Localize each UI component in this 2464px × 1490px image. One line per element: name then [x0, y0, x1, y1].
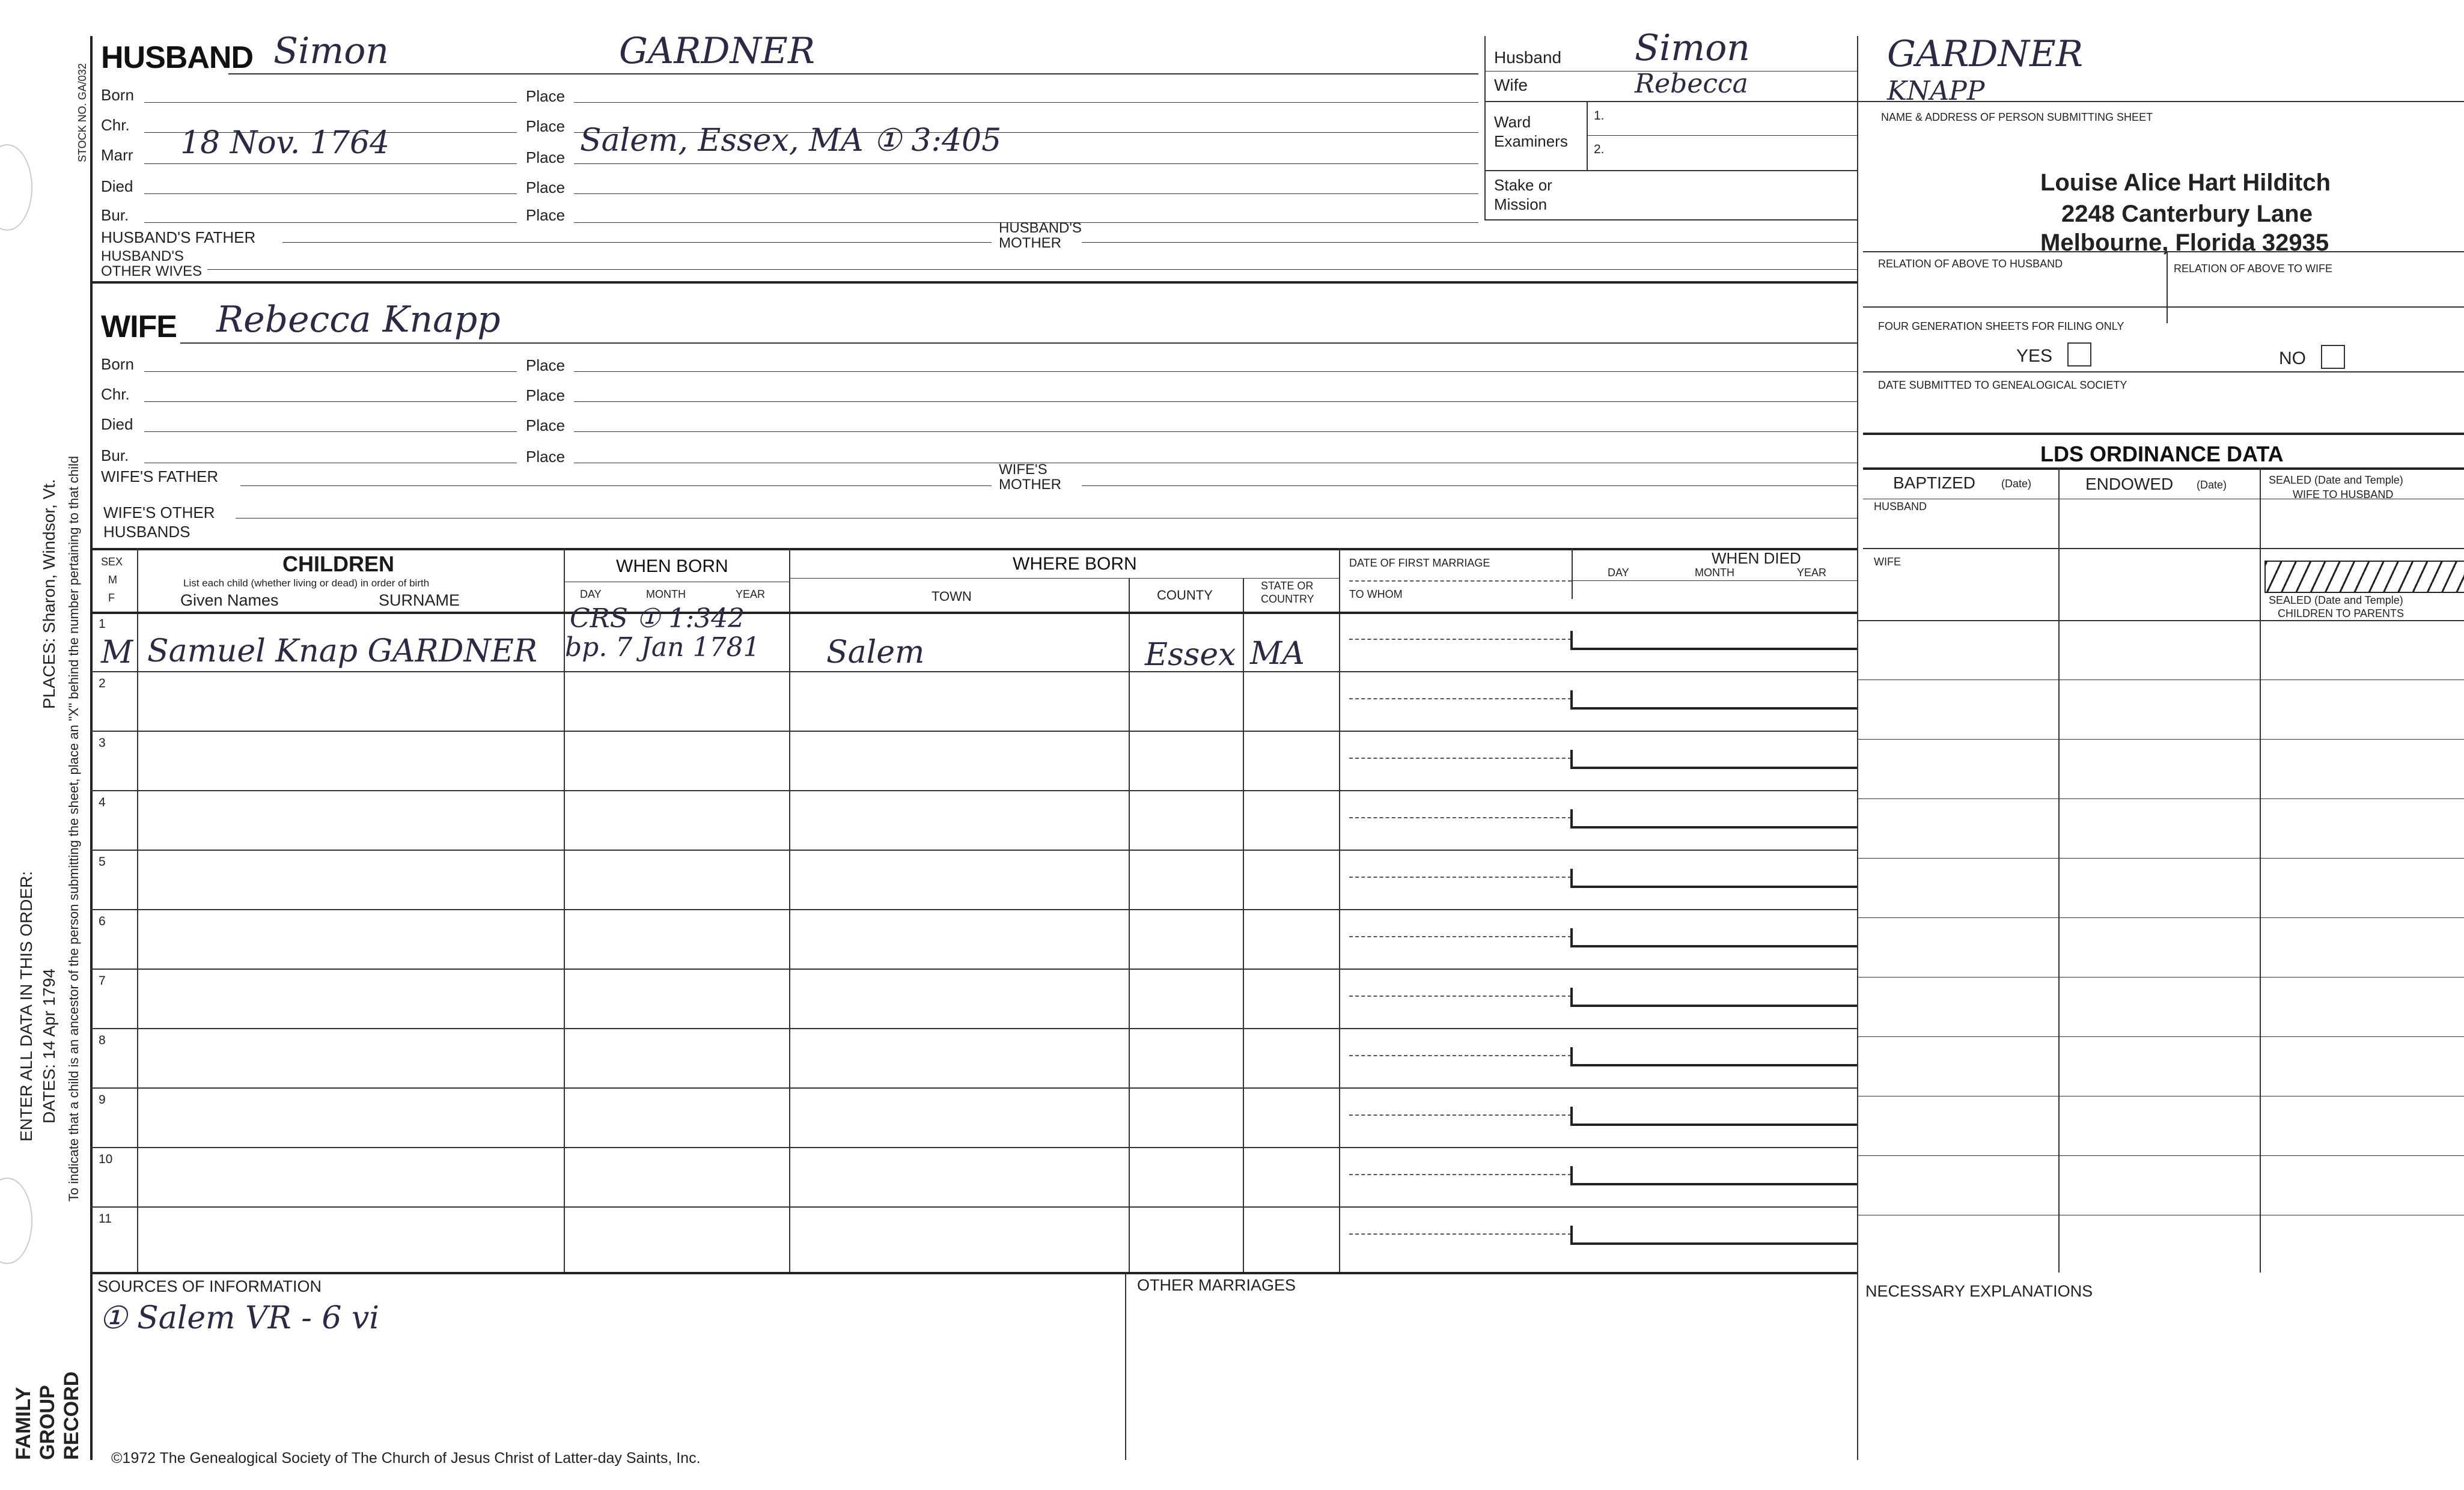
- line: [574, 401, 1857, 402]
- row-number: 2: [99, 677, 106, 690]
- row-number: 7: [99, 974, 106, 988]
- born-year-label: YEAR: [736, 588, 766, 600]
- dates-instruction: DATES: 14 Apr 1794: [40, 968, 58, 1124]
- marriage-date-line: [1349, 996, 1572, 997]
- examiners-label: Examiners: [1494, 132, 1568, 150]
- husband-marr-label: Marr: [101, 146, 133, 164]
- line: [1484, 170, 1857, 171]
- enter-data-instruction: ENTER ALL DATA IN THIS ORDER:: [17, 871, 35, 1142]
- marriage-date-line: [1349, 1233, 1572, 1235]
- husband-died-label: Died: [101, 177, 133, 195]
- husband-ref-surname: GARDNER: [1887, 33, 2084, 75]
- row-divider: [90, 1028, 1857, 1029]
- row-divider: [90, 790, 1857, 791]
- husband-marriage-date: 18 Nov. 1764: [180, 125, 390, 161]
- line: [1863, 548, 2464, 549]
- place-label: Place: [526, 148, 566, 166]
- line: [144, 102, 517, 103]
- husband-chr-label: Chr.: [101, 116, 130, 134]
- endowed-label: ENDOWED: [2085, 475, 2174, 493]
- husband-mother-label: HUSBAND'S: [999, 220, 1082, 236]
- sealed-children-label-2: CHILDREN TO PARENTS: [2278, 607, 2405, 619]
- wife-name-line: [180, 342, 1857, 344]
- line: [1587, 135, 1857, 136]
- marriage-date-line: [1349, 1174, 1572, 1175]
- children-surname-label: SURNAME: [379, 591, 460, 609]
- row-divider: [90, 1206, 1857, 1208]
- state-label: STATE OR: [1261, 580, 1314, 592]
- line: [1484, 36, 1486, 219]
- line: [144, 222, 517, 223]
- line: [1857, 620, 2464, 621]
- row-number: 1: [99, 617, 106, 631]
- child1-born: bp. 7 Jan 1781: [565, 632, 760, 663]
- died-bracket: [1570, 1166, 1573, 1184]
- lds-row-line: [1857, 858, 2464, 859]
- line: [574, 102, 1478, 103]
- line: [1863, 433, 2464, 435]
- submitter-street: 2248 Canterbury Lane: [2061, 201, 2313, 227]
- places-instruction: PLACES: Sharon, Windsor, Vt.: [40, 479, 58, 709]
- child1-sex: M: [101, 634, 133, 670]
- line: [144, 401, 517, 402]
- marriage-date-line: [1349, 1055, 1572, 1056]
- line: [1863, 467, 2464, 470]
- husband-name-line: [228, 73, 1478, 74]
- relation-wife-label: RELATION OF ABOVE TO WIFE: [2174, 263, 2333, 275]
- sex-f-label: F: [108, 592, 115, 604]
- no-checkbox[interactable]: [2321, 345, 2345, 369]
- line: [1349, 580, 1572, 582]
- row-divider: [90, 850, 1857, 851]
- line: [1082, 242, 1857, 243]
- died-line: [1570, 1242, 1857, 1245]
- wife-mother-label-2: MOTHER: [999, 476, 1061, 493]
- died-bracket: [1570, 690, 1573, 708]
- place-label: Place: [526, 448, 566, 466]
- line: [1572, 548, 1573, 599]
- place-label: Place: [526, 117, 566, 135]
- first-marriage-label: DATE OF FIRST MARRIAGE: [1349, 557, 1490, 569]
- line: [574, 371, 1857, 372]
- county-label: COUNTY: [1157, 588, 1213, 603]
- row-divider: [90, 909, 1857, 910]
- given-names-label: Given Names: [180, 591, 279, 609]
- line: [1129, 578, 1130, 1272]
- line: [1082, 485, 1857, 486]
- family-group-record-1: FAMILY: [12, 1387, 35, 1460]
- line: [574, 163, 1478, 164]
- sex-col-label: SEX: [101, 556, 123, 568]
- marriage-date-line: [1349, 698, 1572, 699]
- died-bracket: [1570, 928, 1573, 946]
- binder-hole: [0, 144, 32, 231]
- row-number: 5: [99, 855, 106, 869]
- stake-label: Stake or: [1494, 176, 1552, 194]
- sealed-children-label: SEALED (Date and Temple): [2269, 594, 2403, 606]
- born-month-label: MONTH: [646, 588, 686, 600]
- died-line: [1570, 945, 1857, 947]
- died-bracket: [1570, 1107, 1573, 1125]
- row-divider: [90, 1087, 1857, 1089]
- form-left-border: [90, 36, 93, 1460]
- husband-given-name: Simon: [273, 30, 389, 72]
- line: [144, 193, 517, 194]
- marriage-date-line: [1349, 877, 1572, 878]
- row-number: 11: [99, 1212, 112, 1226]
- wife-ref-label: Wife: [1494, 76, 1528, 94]
- died-line: [1570, 1124, 1857, 1126]
- husband-father-label: HUSBAND'S FATHER: [101, 228, 256, 246]
- relation-husband-label: RELATION OF ABOVE TO HUSBAND: [1878, 258, 2063, 270]
- died-bracket: [1570, 750, 1573, 768]
- children-header: CHILDREN: [282, 552, 394, 576]
- wife-mother-label: WIFE'S: [999, 461, 1048, 478]
- child1-name: Samuel Knap GARDNER: [147, 633, 538, 669]
- place-label: Place: [526, 386, 566, 404]
- sealed-wife-label: SEALED (Date and Temple): [2269, 474, 2403, 486]
- lds-row-line: [1857, 1036, 2464, 1037]
- died-year-label: YEAR: [1797, 567, 1827, 579]
- line: [1243, 578, 1244, 1272]
- line: [144, 163, 517, 164]
- husband-section-bottom: [90, 281, 1857, 284]
- children-header-bottom: [90, 612, 1857, 614]
- sources-label: SOURCES OF INFORMATION: [97, 1277, 322, 1295]
- lds-title: LDS ORDINANCE DATA: [2040, 442, 2284, 466]
- husband-born-label: Born: [101, 86, 134, 104]
- baptized-label: BAPTIZED: [1893, 473, 1975, 492]
- children-list-note: List each child (whether living or dead) in order of birth: [183, 577, 430, 589]
- submitter-name: Louise Alice Hart Hilditch: [2040, 169, 2331, 196]
- lds-wife-label: WIFE: [1874, 556, 1901, 568]
- died-bracket: [1570, 988, 1573, 1006]
- wife-father-label: WIFE'S FATHER: [101, 467, 219, 485]
- line: [574, 193, 1478, 194]
- died-line: [1570, 648, 1857, 650]
- ward-label: Ward: [1494, 113, 1531, 131]
- wife-header: WIFE: [101, 309, 177, 344]
- lds-row-line: [1857, 739, 2464, 740]
- place-label: Place: [526, 206, 566, 224]
- wife-name: Rebecca Knapp: [216, 299, 501, 341]
- row-divider: [90, 671, 1857, 672]
- family-group-record-2: GROUP: [36, 1385, 59, 1460]
- place-label: Place: [526, 87, 566, 105]
- died-line: [1570, 1005, 1857, 1007]
- when-died-header: WHEN DIED: [1712, 549, 1801, 567]
- wife-bur-label: Bur.: [101, 446, 129, 464]
- sex-m-label: M: [108, 574, 117, 586]
- marriage-date-line: [1349, 817, 1572, 818]
- where-born-header: WHERE BORN: [1013, 554, 1137, 574]
- row-number: 9: [99, 1093, 106, 1107]
- line: [1125, 1272, 1126, 1460]
- wife-other-husbands-label-2: HUSBANDS: [103, 523, 191, 541]
- row-divider: [90, 1147, 1857, 1148]
- copyright: ©1972 The Genealogical Society of The Church of Jesus Christ of Latter-day Saints, Inc.: [111, 1450, 701, 1467]
- marriage-date-line: [1349, 758, 1572, 759]
- line: [574, 431, 1857, 432]
- baptized-date-label: (Date): [2001, 478, 2032, 490]
- wife-section-bottom: [90, 548, 1857, 550]
- line: [789, 578, 1339, 579]
- family-group-record-3: RECORD: [60, 1371, 83, 1460]
- wife-other-husbands-label: WIFE'S OTHER: [103, 503, 215, 522]
- died-line: [1570, 826, 1857, 829]
- died-bracket: [1570, 631, 1573, 649]
- line: [207, 269, 1857, 270]
- line: [2167, 251, 2168, 323]
- marriage-date-line: [1349, 1114, 1572, 1116]
- wife-chr-label: Chr.: [101, 385, 130, 403]
- died-bracket: [1570, 1226, 1573, 1244]
- marriage-date-line: [1349, 639, 1572, 640]
- died-month-label: MONTH: [1695, 567, 1734, 579]
- child1-town: Salem: [826, 634, 925, 670]
- husband-header: HUSBAND: [101, 40, 253, 75]
- examiner-2: 2.: [1594, 142, 1605, 156]
- died-bracket: [1570, 869, 1573, 887]
- four-generation-label: FOUR GENERATION SHEETS FOR FILING ONLY: [1878, 320, 2124, 332]
- wife-ref-name: Rebecca: [1635, 68, 1748, 99]
- husband-mother-label-2: MOTHER: [999, 235, 1061, 251]
- to-whom-label: TO WHOM: [1349, 588, 1403, 600]
- other-marriages-label: OTHER MARRIAGES: [1137, 1276, 1296, 1294]
- child1-state: MA: [1250, 636, 1305, 672]
- marriage-date-line: [1349, 936, 1572, 937]
- lds-row-line: [1857, 917, 2464, 918]
- examiner-1: 1.: [1594, 109, 1605, 123]
- no-label: NO: [2279, 348, 2306, 368]
- table-bottom: [90, 1272, 1857, 1274]
- sources-value: ① Salem VR - 6 vi: [99, 1300, 379, 1336]
- line: [2058, 467, 2060, 1273]
- died-line: [1570, 767, 1857, 769]
- died-line: [1570, 886, 1857, 888]
- husband-ref-label: Husband: [1494, 48, 1562, 67]
- line: [282, 242, 992, 243]
- line: [240, 485, 992, 486]
- submitter-city: Melbourne, Florida 32935: [2040, 230, 2329, 256]
- country-label: COUNTRY: [1261, 593, 1314, 605]
- row-number: 6: [99, 914, 106, 928]
- husband-ref-name: Simon: [1635, 27, 1750, 69]
- husband-bur-label: Bur.: [101, 206, 129, 224]
- died-bracket: [1570, 809, 1573, 827]
- died-line: [1570, 1183, 1857, 1185]
- row-divider: [90, 731, 1857, 732]
- line: [2260, 467, 2261, 1273]
- yes-checkbox[interactable]: [2067, 342, 2091, 366]
- binder-hole: [0, 1178, 32, 1264]
- line: [1863, 251, 2464, 252]
- line: [1863, 306, 2464, 308]
- endowed-date-label: (Date): [2197, 479, 2227, 491]
- husband-marriage-place: Salem, Essex, MA ① 3:405: [580, 123, 1002, 159]
- line: [1572, 580, 1857, 581]
- row-number: 8: [99, 1033, 106, 1047]
- lds-row-line: [1857, 1155, 2464, 1156]
- sealed-wife-label-2: WIFE TO HUSBAND: [2293, 488, 2394, 500]
- died-line: [1570, 1064, 1857, 1066]
- line: [1484, 219, 1857, 220]
- necessary-explanations-label: NECESSARY EXPLANATIONS: [1865, 1282, 2093, 1300]
- died-line: [1570, 707, 1857, 710]
- sealed-hatch: [2264, 561, 2464, 593]
- line: [1484, 101, 2464, 102]
- date-submitted-label: DATE SUBMITTED TO GENEALOGICAL SOCIETY: [1878, 379, 2127, 391]
- line: [1857, 548, 1858, 1272]
- wife-died-label: Died: [101, 415, 133, 433]
- mission-label: Mission: [1494, 195, 1548, 213]
- place-label: Place: [526, 178, 566, 196]
- line: [144, 431, 517, 432]
- born-day-label: DAY: [580, 588, 602, 600]
- child1-county: Essex: [1145, 637, 1236, 673]
- child1-born-ref: CRS ① 1:342: [570, 603, 745, 634]
- husband-other-wives-label-2: OTHER WIVES: [101, 263, 203, 279]
- died-day-label: DAY: [1608, 567, 1629, 579]
- place-label: Place: [526, 356, 566, 374]
- submitter-label: NAME & ADDRESS OF PERSON SUBMITTING SHEET: [1881, 111, 2153, 123]
- town-label: TOWN: [932, 589, 972, 604]
- row-number: 3: [99, 736, 106, 750]
- stock-number: STOCK NO. GA/032: [76, 63, 88, 162]
- row-number: 4: [99, 795, 106, 809]
- row-number: 10: [99, 1152, 113, 1166]
- place-label: Place: [526, 416, 566, 434]
- wife-born-label: Born: [101, 355, 134, 373]
- lds-row-line: [1857, 798, 2464, 799]
- row-divider: [90, 968, 1857, 970]
- lds-row-line: [1857, 977, 2464, 978]
- wife-ref-surname: KNAPP: [1887, 76, 1985, 106]
- child-ancestor-instruction: To indicate that a child is an ancestor of the person submitting the sheet, place an "X" behind the number pertaining to that child: [66, 455, 81, 1202]
- when-born-header: WHEN BORN: [616, 556, 728, 576]
- husband-surname: GARDNER: [619, 30, 816, 72]
- lds-husband-label: HUSBAND: [1874, 500, 1927, 512]
- husband-other-wives-label: HUSBAND'S: [101, 248, 184, 264]
- yes-label: YES: [2016, 346, 2053, 366]
- died-bracket: [1570, 1047, 1573, 1065]
- line: [144, 371, 517, 372]
- line: [1863, 371, 2464, 372]
